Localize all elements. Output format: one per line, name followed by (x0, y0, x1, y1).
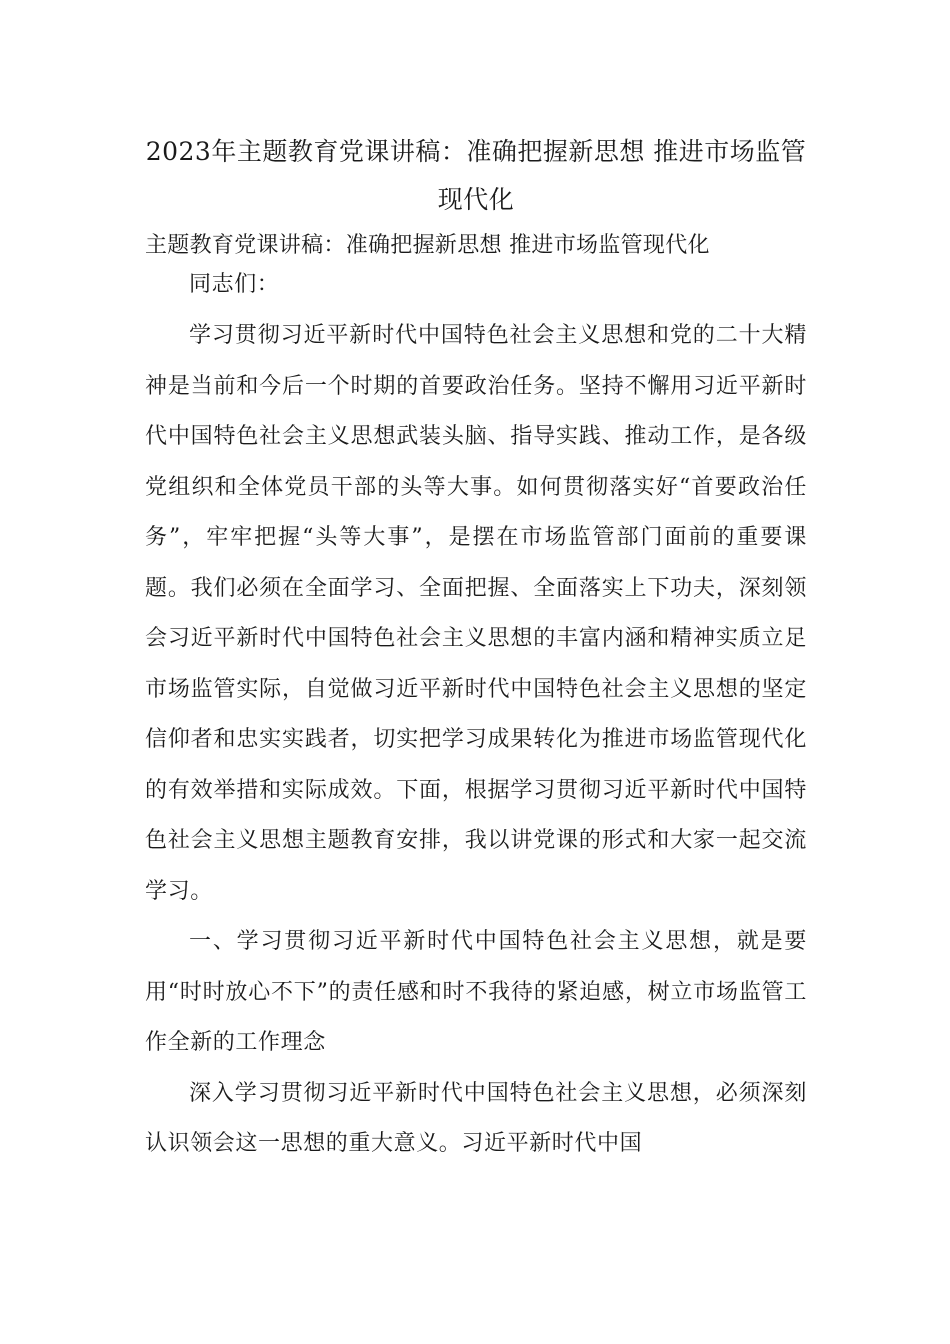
document-subtitle: 主题教育党课讲稿：准确把握新思想 推进市场监管现代化 (145, 233, 710, 258)
paragraph-intro: 学习贯彻习近平新时代中国特色社会主义思想和党的二十大精神是当前和今后一个时期的首要政治任务。坚持不懈用习近平新时代中国特色社会主义思想武装头脑、指导实践、推动工作，是各级党组织和全体党员干部的头等大事。如何贯彻落实好“首要政治任务”，牢牢把握“头等大事”，是摆在市场监管部门面前的重要课题。我们必须在全面学习、全面把握、全面落实上下功夫，深刻领会习近平新时代中国特色社会主义思想的丰富内涵和精神实质立足市场监管实际，自觉做习近平新时代中国特色社会主义思想的坚定信仰者和忠实实践者，切实把学习成果转化为推进市场监管现代化的有效举措和实际成效。下面，根据学习贯彻习近平新时代中国特色社会主义思想主题教育安排，我以讲党课的形式和大家一起交流学习。 (145, 323, 807, 904)
document-title: 2023年主题教育党课讲稿：准确把握新思想 推进市场监管现代化 (145, 137, 807, 214)
document-body (145, 128, 807, 1170)
section-heading-one: 一、学习贯彻习近平新时代中国特色社会主义思想，就是要用“时时放心不下”的责任感和时不我待的紧迫感，树立市场监管工作全新的工作理念 (145, 929, 807, 1055)
paragraph-section-one: 深入学习贯彻习近平新时代中国特色社会主义思想，必须深刻认识领会这一思想的重大意义。习近平新时代中国 (145, 1080, 807, 1156)
salutation: 同志们： (189, 272, 280, 297)
